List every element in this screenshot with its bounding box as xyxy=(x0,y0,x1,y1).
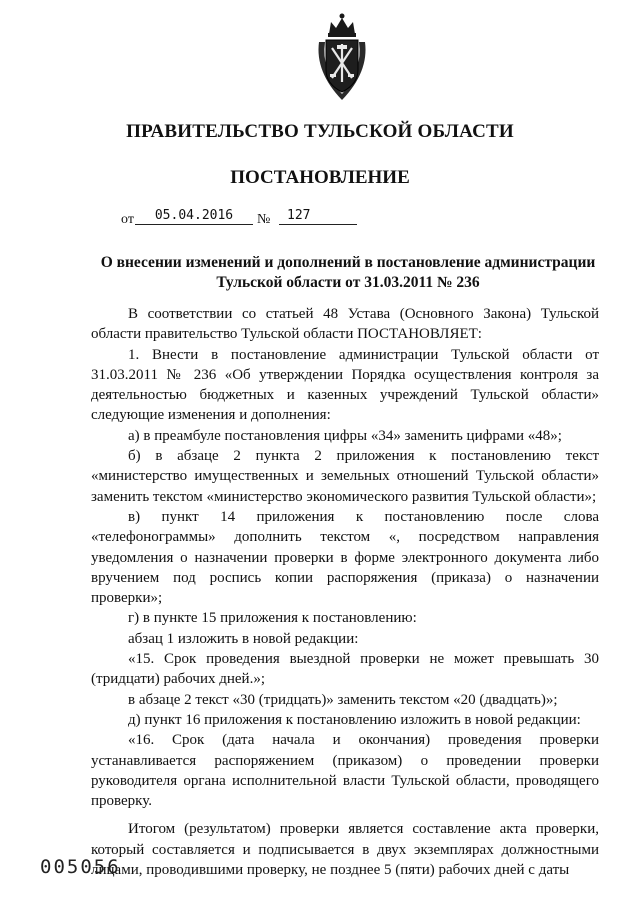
heading-line-1: О внесении изменений и дополнений в постановление администрации xyxy=(100,254,596,271)
paragraph: абзац 1 изложить в новой редакции: xyxy=(128,630,359,647)
paragraph: в) пункт 14 приложения к постановлению после слова «телефонограммы» дополнить текстом «, посредством направления уведомления о назначении проверки в форме электронного документа либо вручением под роспись копии распоряжения (приказа) о назначении проверки»; xyxy=(91,508,599,607)
paragraph: в абзаце 2 текст «30 (тридцать)» заменить текстом «20 (двадцать)»; xyxy=(128,691,558,708)
paragraph: г) в пункте 15 приложения к постановлению: xyxy=(128,610,417,627)
serial-number: 005056 xyxy=(40,856,121,878)
date-label: от xyxy=(121,212,134,227)
document-date: 05.04.2016 xyxy=(135,208,253,225)
paragraph: д) пункт 16 приложения к постановлению изложить в новой редакции: xyxy=(128,711,581,728)
paragraph: Итогом (результатом) проверки является составление акта проверки, который составляется и подписывается в двух экземплярах должностными лицами, проводившими проверку, не позднее 5 (пяти) рабочих дней с даты xyxy=(91,821,599,879)
paragraph: а) в преамбуле постановления цифры «34» заменить цифрами «48»; xyxy=(128,427,562,444)
paragraph: 1. Внести в постановление администрации Тульской области от 31.03.2011 № 236 «Об утверждении Порядка осуществления контроля за деятельностью бюджетных и казенных учреждений Тульской области» следующие изменения и дополнения: xyxy=(91,346,599,424)
document-type: ПОСТАНОВЛЕНИЕ xyxy=(230,167,410,188)
organization-title: ПРАВИТЕЛЬСТВО ТУЛЬСКОЙ ОБЛАСТИ xyxy=(126,121,514,142)
paragraph: «16. Срок (дата начала и окончания) проведения проверки устанавливается распоряжением (приказом) о проведении проверки руководителя органа исполнительной власти Тульской области, проводящего проверку. xyxy=(91,732,599,810)
heading-line-2: Тульской области от 31.03.2011 № 236 xyxy=(216,274,480,291)
tula-region-coat-of-arms-icon xyxy=(311,12,373,102)
document-number: 127 xyxy=(279,208,357,225)
paragraph: В соответствии со статьей 48 Устава (Основного Закона) Тульской области правительство Тульской области ПОСТАНОВЛЯЕТ: xyxy=(91,306,599,343)
number-label: № xyxy=(257,212,271,227)
document-body xyxy=(91,304,599,880)
dateline xyxy=(121,208,521,232)
paragraph: б) в абзаце 2 пункта 2 приложения к постановлению текст «министерство имущественных и земельных отношений Тульской области» заменить текстом «министерство экономического развития Тульской области»; xyxy=(91,448,599,505)
paragraph: «15. Срок проведения выездной проверки не может превышать 30 (тридцати) рабочих дней.»; xyxy=(91,651,599,688)
document-heading xyxy=(96,253,600,293)
